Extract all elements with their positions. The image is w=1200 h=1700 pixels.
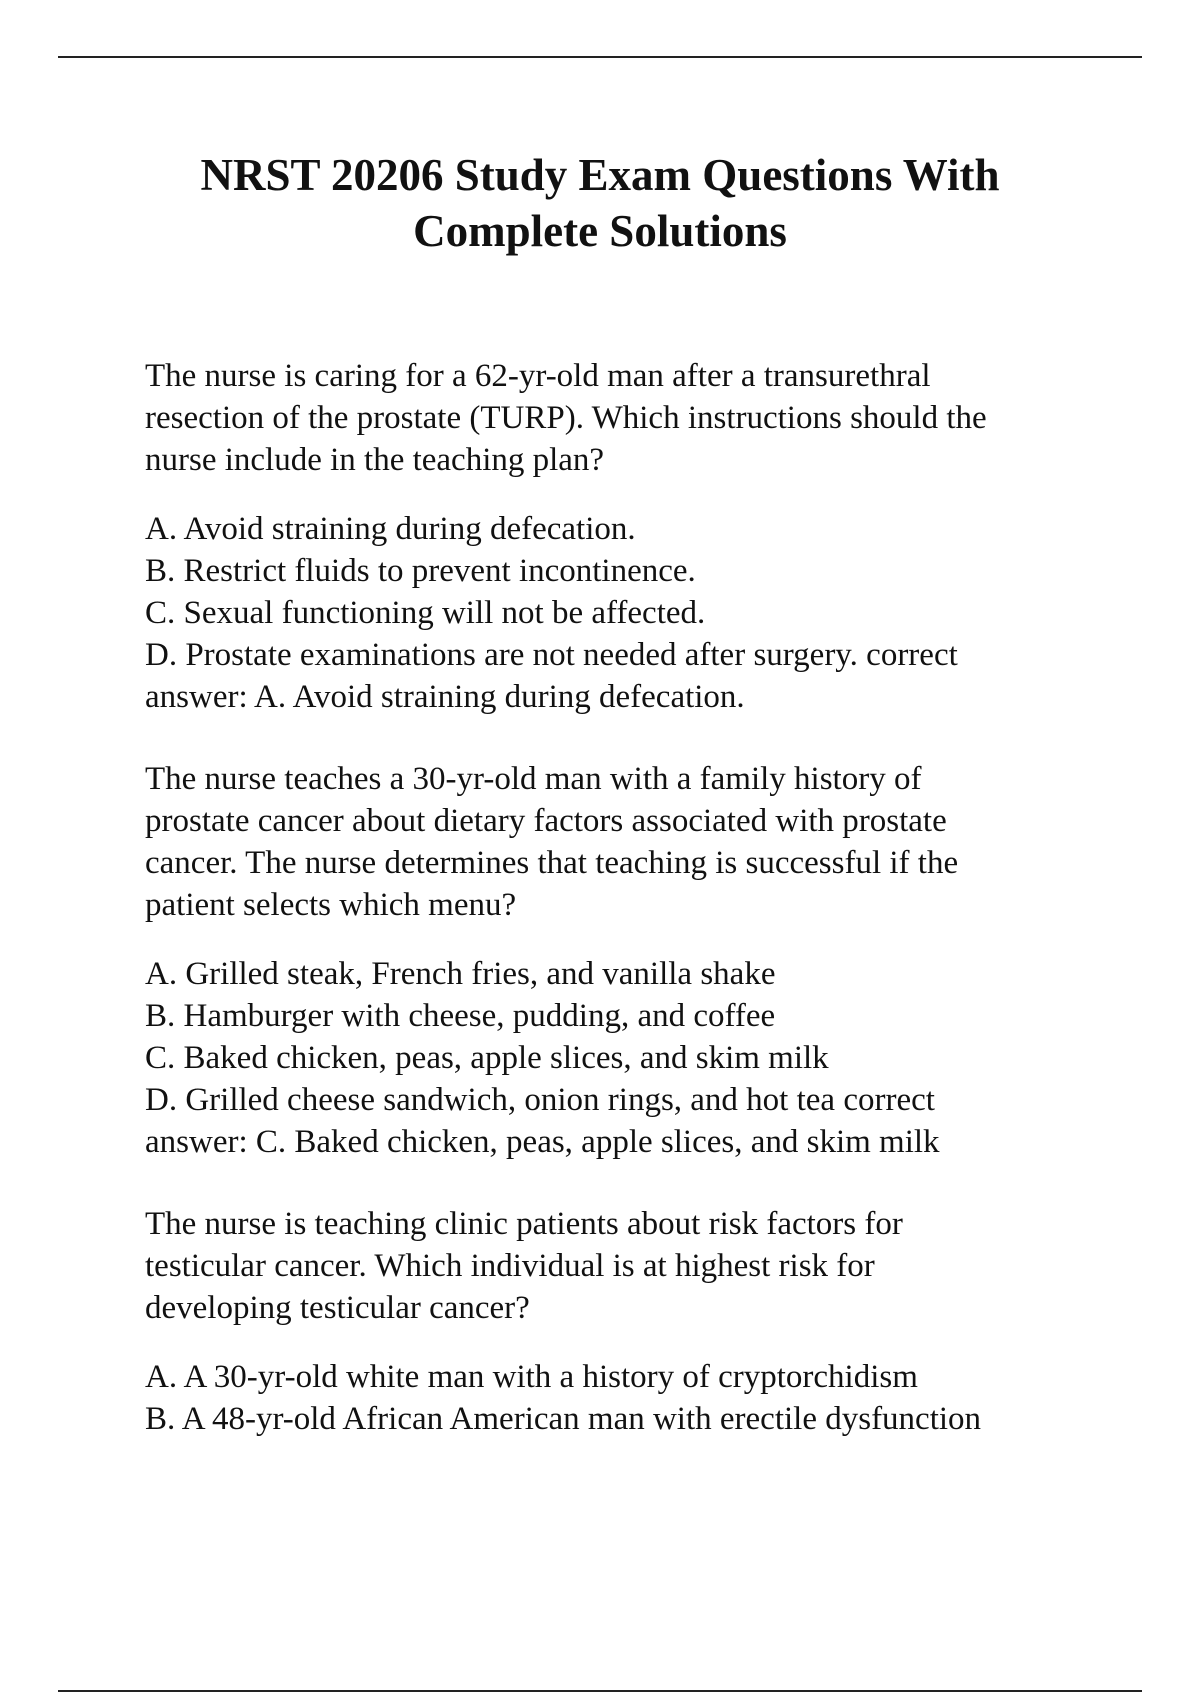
document-title [60, 147, 1140, 259]
correct-answer-line: answer: A. Avoid straining during defecation. [145, 679, 745, 715]
option-line: A. Avoid straining during defecation. [145, 511, 636, 547]
stem-line: prostate cancer about dietary factors associated with prostate [145, 803, 947, 839]
document-body [145, 355, 1145, 1480]
option-line: B. Hamburger with cheese, pudding, and coffee [145, 998, 776, 1034]
option-line: A. A 30-yr-old white man with a history of cryptorchidism [145, 1359, 918, 1395]
option-line: C. Sexual functioning will not be affected. [145, 595, 706, 631]
stem-line: developing testicular cancer? [145, 1290, 530, 1326]
answer-options [145, 1356, 1145, 1440]
stem-line: The nurse is teaching clinic patients about risk factors for [145, 1206, 903, 1242]
stem-line: resection of the prostate (TURP). Which instructions should the [145, 400, 987, 436]
question-stem [145, 355, 1145, 481]
question-3 [145, 1203, 1145, 1440]
option-line: B. Restrict fluids to prevent incontinence. [145, 553, 696, 589]
question-2 [145, 758, 1145, 1163]
answer-options [145, 953, 1145, 1163]
title-line: Complete Solutions [413, 206, 787, 256]
stem-line: patient selects which menu? [145, 887, 517, 923]
header-rule [58, 56, 1142, 58]
option-line: A. Grilled steak, French fries, and vanilla shake [145, 956, 776, 992]
question-1 [145, 355, 1145, 718]
option-line: D. Grilled cheese sandwich, onion rings, and hot tea correct [145, 1082, 935, 1118]
stem-line: testicular cancer. Which individual is at highest risk for [145, 1248, 875, 1284]
option-line: D. Prostate examinations are not needed after surgery. correct [145, 637, 958, 673]
title-line: NRST 20206 Study Exam Questions With [200, 150, 1000, 200]
footer-rule [58, 1690, 1142, 1692]
stem-line: The nurse teaches a 30-yr-old man with a family history of [145, 761, 922, 797]
answer-options [145, 508, 1145, 718]
stem-line: nurse include in the teaching plan? [145, 442, 605, 478]
question-stem [145, 758, 1145, 926]
stem-line: cancer. The nurse determines that teaching is successful if the [145, 845, 959, 881]
correct-answer-line: answer: C. Baked chicken, peas, apple slices, and skim milk [145, 1124, 940, 1160]
stem-line: The nurse is caring for a 62-yr-old man after a transurethral [145, 358, 931, 394]
option-line: C. Baked chicken, peas, apple slices, and skim milk [145, 1040, 829, 1076]
question-stem [145, 1203, 1145, 1329]
option-line: B. A 48-yr-old African American man with erectile dysfunction [145, 1401, 982, 1437]
